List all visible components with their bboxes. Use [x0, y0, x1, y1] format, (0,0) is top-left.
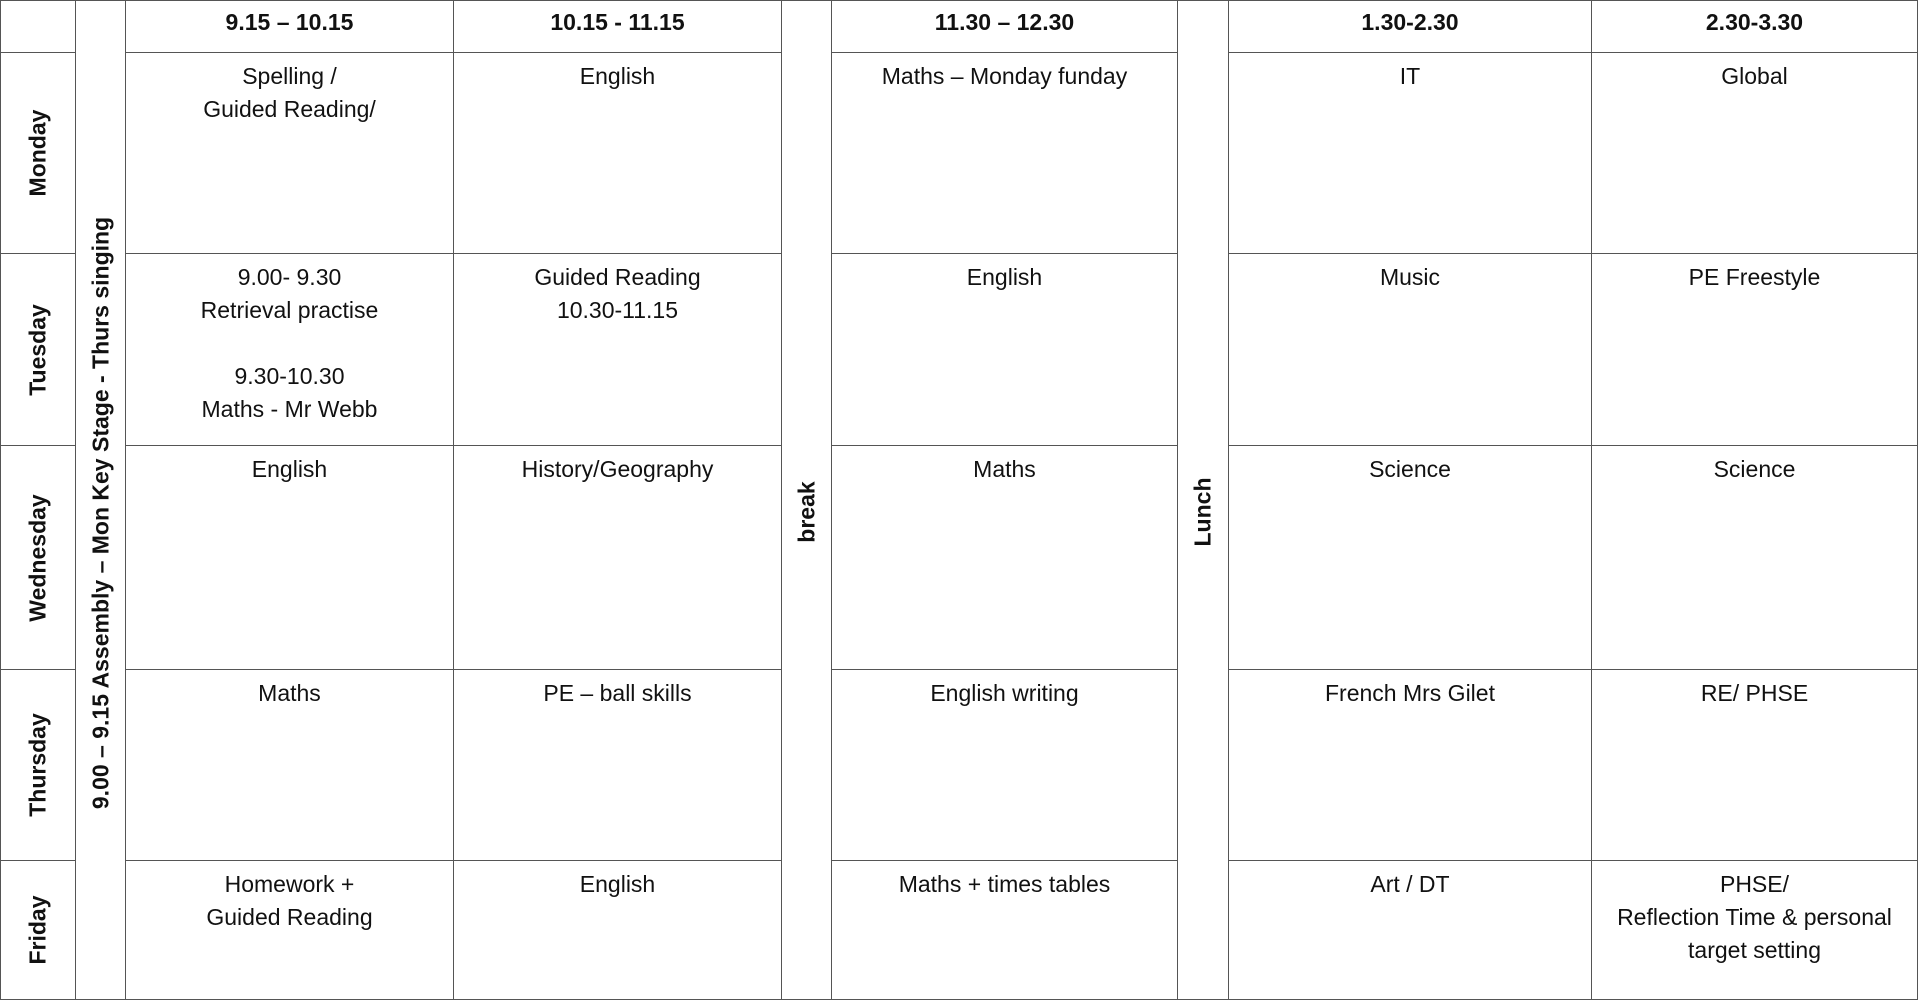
lesson-cell: Maths: [126, 670, 454, 861]
day-label-friday: Friday: [0, 861, 76, 1000]
lesson-cell: French Mrs Gilet: [1229, 670, 1592, 861]
lunch-label: Lunch: [1189, 477, 1216, 547]
lesson-cell: 9.00- 9.30 Retrieval practise 9.30-10.30 Maths - Mr Webb: [126, 254, 454, 446]
lesson-cell: Homework + Guided Reading: [126, 861, 454, 1000]
lesson-cell: RE/ PHSE: [1592, 670, 1918, 861]
lesson-cell: Maths – Monday funday: [832, 53, 1178, 254]
lesson-cell: Science: [1592, 446, 1918, 670]
day-label-monday: Monday: [0, 53, 76, 254]
lesson-cell: History/Geography: [454, 446, 782, 670]
day-label-wednesday: Wednesday: [0, 446, 76, 670]
lesson-cell: PHSE/ Reflection Time & personal target setting: [1592, 861, 1918, 1000]
break-column: [782, 0, 832, 1000]
corner-cell: [0, 0, 76, 53]
lesson-cell: Art / DT: [1229, 861, 1592, 1000]
lesson-cell: English: [126, 446, 454, 670]
assembly-column: [76, 0, 126, 1000]
header-slot-4: 1.30-2.30: [1229, 0, 1592, 53]
day-label-tuesday: Tuesday: [0, 254, 76, 446]
lesson-cell: Maths + times tables: [832, 861, 1178, 1000]
lesson-cell: IT: [1229, 53, 1592, 254]
day-label-thursday: Thursday: [0, 670, 76, 861]
lesson-cell: Maths: [832, 446, 1178, 670]
assembly-label: 9.00 – 9.15 Assembly – Mon Key Stage - Thurs singing: [87, 216, 113, 810]
lesson-cell: Science: [1229, 446, 1592, 670]
lesson-cell: Spelling / Guided Reading/: [126, 53, 454, 254]
header-slot-5: 2.30-3.30: [1592, 0, 1918, 53]
lesson-cell: Guided Reading 10.30-11.15: [454, 254, 782, 446]
lesson-cell: Global: [1592, 53, 1918, 254]
lesson-cell: English: [454, 53, 782, 254]
lesson-cell: PE Freestyle: [1592, 254, 1918, 446]
lesson-cell: Music: [1229, 254, 1592, 446]
lesson-cell: English: [454, 861, 782, 1000]
header-slot-2: 10.15 - 11.15: [454, 0, 782, 53]
break-label: break: [793, 481, 819, 543]
header-slot-3: 11.30 – 12.30: [832, 0, 1178, 53]
lesson-cell: English: [832, 254, 1178, 446]
header-slot-1: 9.15 – 10.15: [126, 0, 454, 53]
lunch-column: [1178, 0, 1229, 1000]
lesson-cell: English writing: [832, 670, 1178, 861]
lesson-cell: PE – ball skills: [454, 670, 782, 861]
